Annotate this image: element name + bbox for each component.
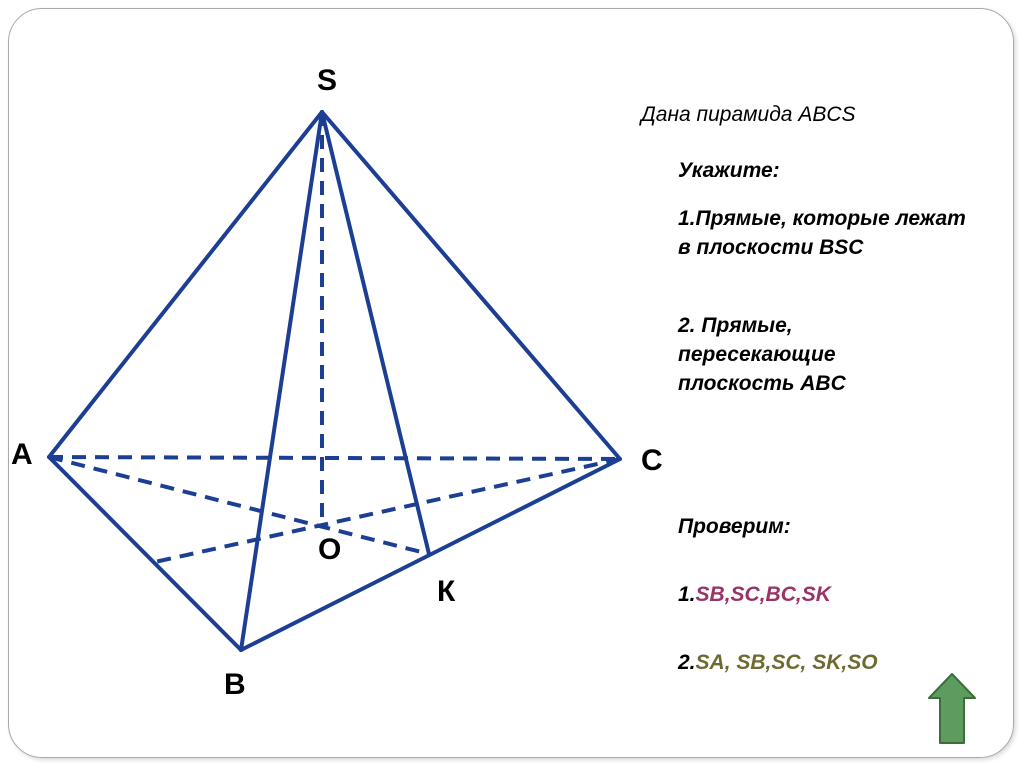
task-1-text: 1.Прямые, которые лежат в плоскости BSC <box>678 207 966 259</box>
answer-1 <box>678 580 998 609</box>
vertex-label-C: C <box>641 444 663 477</box>
line-AK-hidden <box>49 457 429 554</box>
edge-SA <box>49 112 322 457</box>
point-label-O: O <box>318 533 342 566</box>
up-arrow-icon[interactable] <box>927 672 977 746</box>
edge-AB <box>49 457 241 650</box>
point-label-K: К <box>437 575 456 608</box>
vertex-label-A: A <box>11 438 33 471</box>
task-2-text: 2. Прямые, пересекающие плоскость ABC <box>678 314 846 395</box>
slide-title: Дана пирамида ABCS <box>641 103 856 126</box>
edge-BC <box>241 459 620 650</box>
edge-SK <box>322 112 429 554</box>
line-C-median-hidden <box>155 459 620 562</box>
check-label: Проверим: <box>678 515 791 538</box>
edge-SC <box>322 112 620 459</box>
edge-SB <box>241 112 322 650</box>
answer-2-prefix: 2. <box>678 651 696 674</box>
answer-1-value: SB,SC,BC,SK <box>695 583 831 606</box>
answer-1-prefix: 1. <box>678 583 696 606</box>
edge-AC-hidden <box>49 457 620 459</box>
vertex-label-S: S <box>317 64 338 97</box>
vertex-label-B: B <box>224 668 246 701</box>
task-prompt: Укажите: <box>678 159 780 182</box>
answer-2-value: SA, SB,SC, SK,SO <box>695 651 878 674</box>
